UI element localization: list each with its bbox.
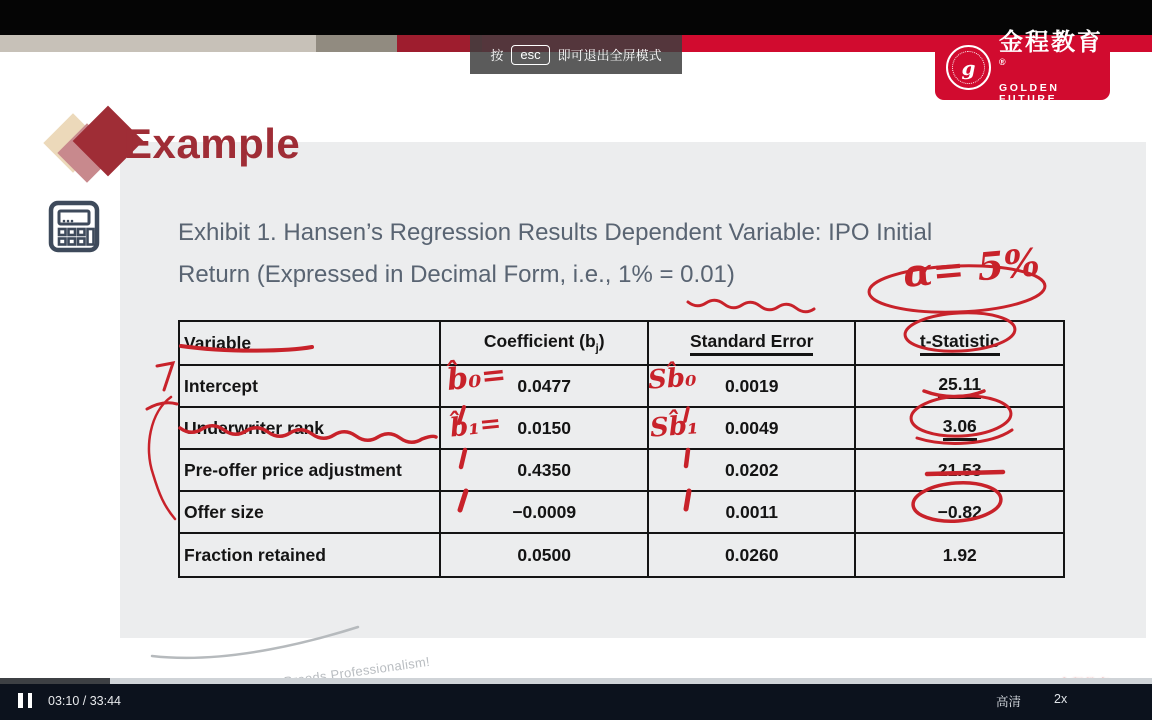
header-std-error: Standard Error <box>649 322 857 364</box>
time-display: 03:10 / 33:44 <box>48 694 121 708</box>
band-segment-gray <box>316 35 397 52</box>
handwritten-b1-hat: b̂₁= <box>448 408 503 444</box>
table-row: Pre-offer price adjustment 0.4350 0.0202 21.53 <box>180 450 1063 492</box>
progress-played <box>0 678 110 684</box>
brand-name-en: GOLDEN FUTURE <box>999 82 1060 105</box>
esc-key: esc <box>511 45 549 65</box>
pause-button[interactable] <box>18 693 32 708</box>
handwritten-sb0-hat: Sb̂₀ <box>647 362 698 396</box>
handwritten-sb1-hat: Sb̂₁ <box>649 410 700 444</box>
header-coefficient: Coefficient $(b_j)$ <box>441 322 649 364</box>
speed-button[interactable]: 2x <box>1054 692 1068 706</box>
header-t-statistic: t-Statistic <box>856 322 1063 364</box>
brand-logo <box>935 29 1110 105</box>
handwritten-alpha-note: α= 5% <box>901 239 1042 296</box>
video-player-bar <box>0 678 1152 720</box>
brand-seal-icon: g <box>946 45 991 90</box>
header-variable: Variable <box>180 322 441 364</box>
slide-heading: Example <box>124 120 301 167</box>
regression-table <box>178 320 1065 578</box>
table-row: Underwriter rank 0.0150 0.0049 3.06 <box>180 408 1063 450</box>
band-segment-lightgray <box>0 35 316 52</box>
table-header-row <box>180 322 1063 366</box>
table-row: Offer size −0.0009 0.0011 −0.82 <box>180 492 1063 534</box>
table-row: Fraction retained 0.0500 0.0260 1.92 <box>180 534 1063 576</box>
slide-area <box>0 52 1152 678</box>
handwritten-b0-hat: b̂₀= <box>445 356 508 399</box>
brand-name-cn: 金程教育® <box>999 29 1103 67</box>
exhibit-title-line1: Exhibit 1. Hansen’s Regression Results Dependent Variable: IPO Initial <box>178 219 933 246</box>
table-row: Intercept 0.0477 0.0019 25.11 <box>180 366 1063 408</box>
toast-text-post: 即可退出全屏模式 <box>557 48 662 63</box>
fullscreen-exit-toast <box>470 35 682 74</box>
toast-text-pre: 按 <box>490 48 504 63</box>
calculator-icon <box>46 200 102 254</box>
quality-button[interactable]: 高清 <box>996 695 1022 709</box>
progress-bar[interactable] <box>0 678 1152 684</box>
exhibit-title-line2: Return (Expressed in Decimal Form, i.e., 1% = 0.01) <box>178 261 735 288</box>
window-top-bar <box>0 0 1152 35</box>
